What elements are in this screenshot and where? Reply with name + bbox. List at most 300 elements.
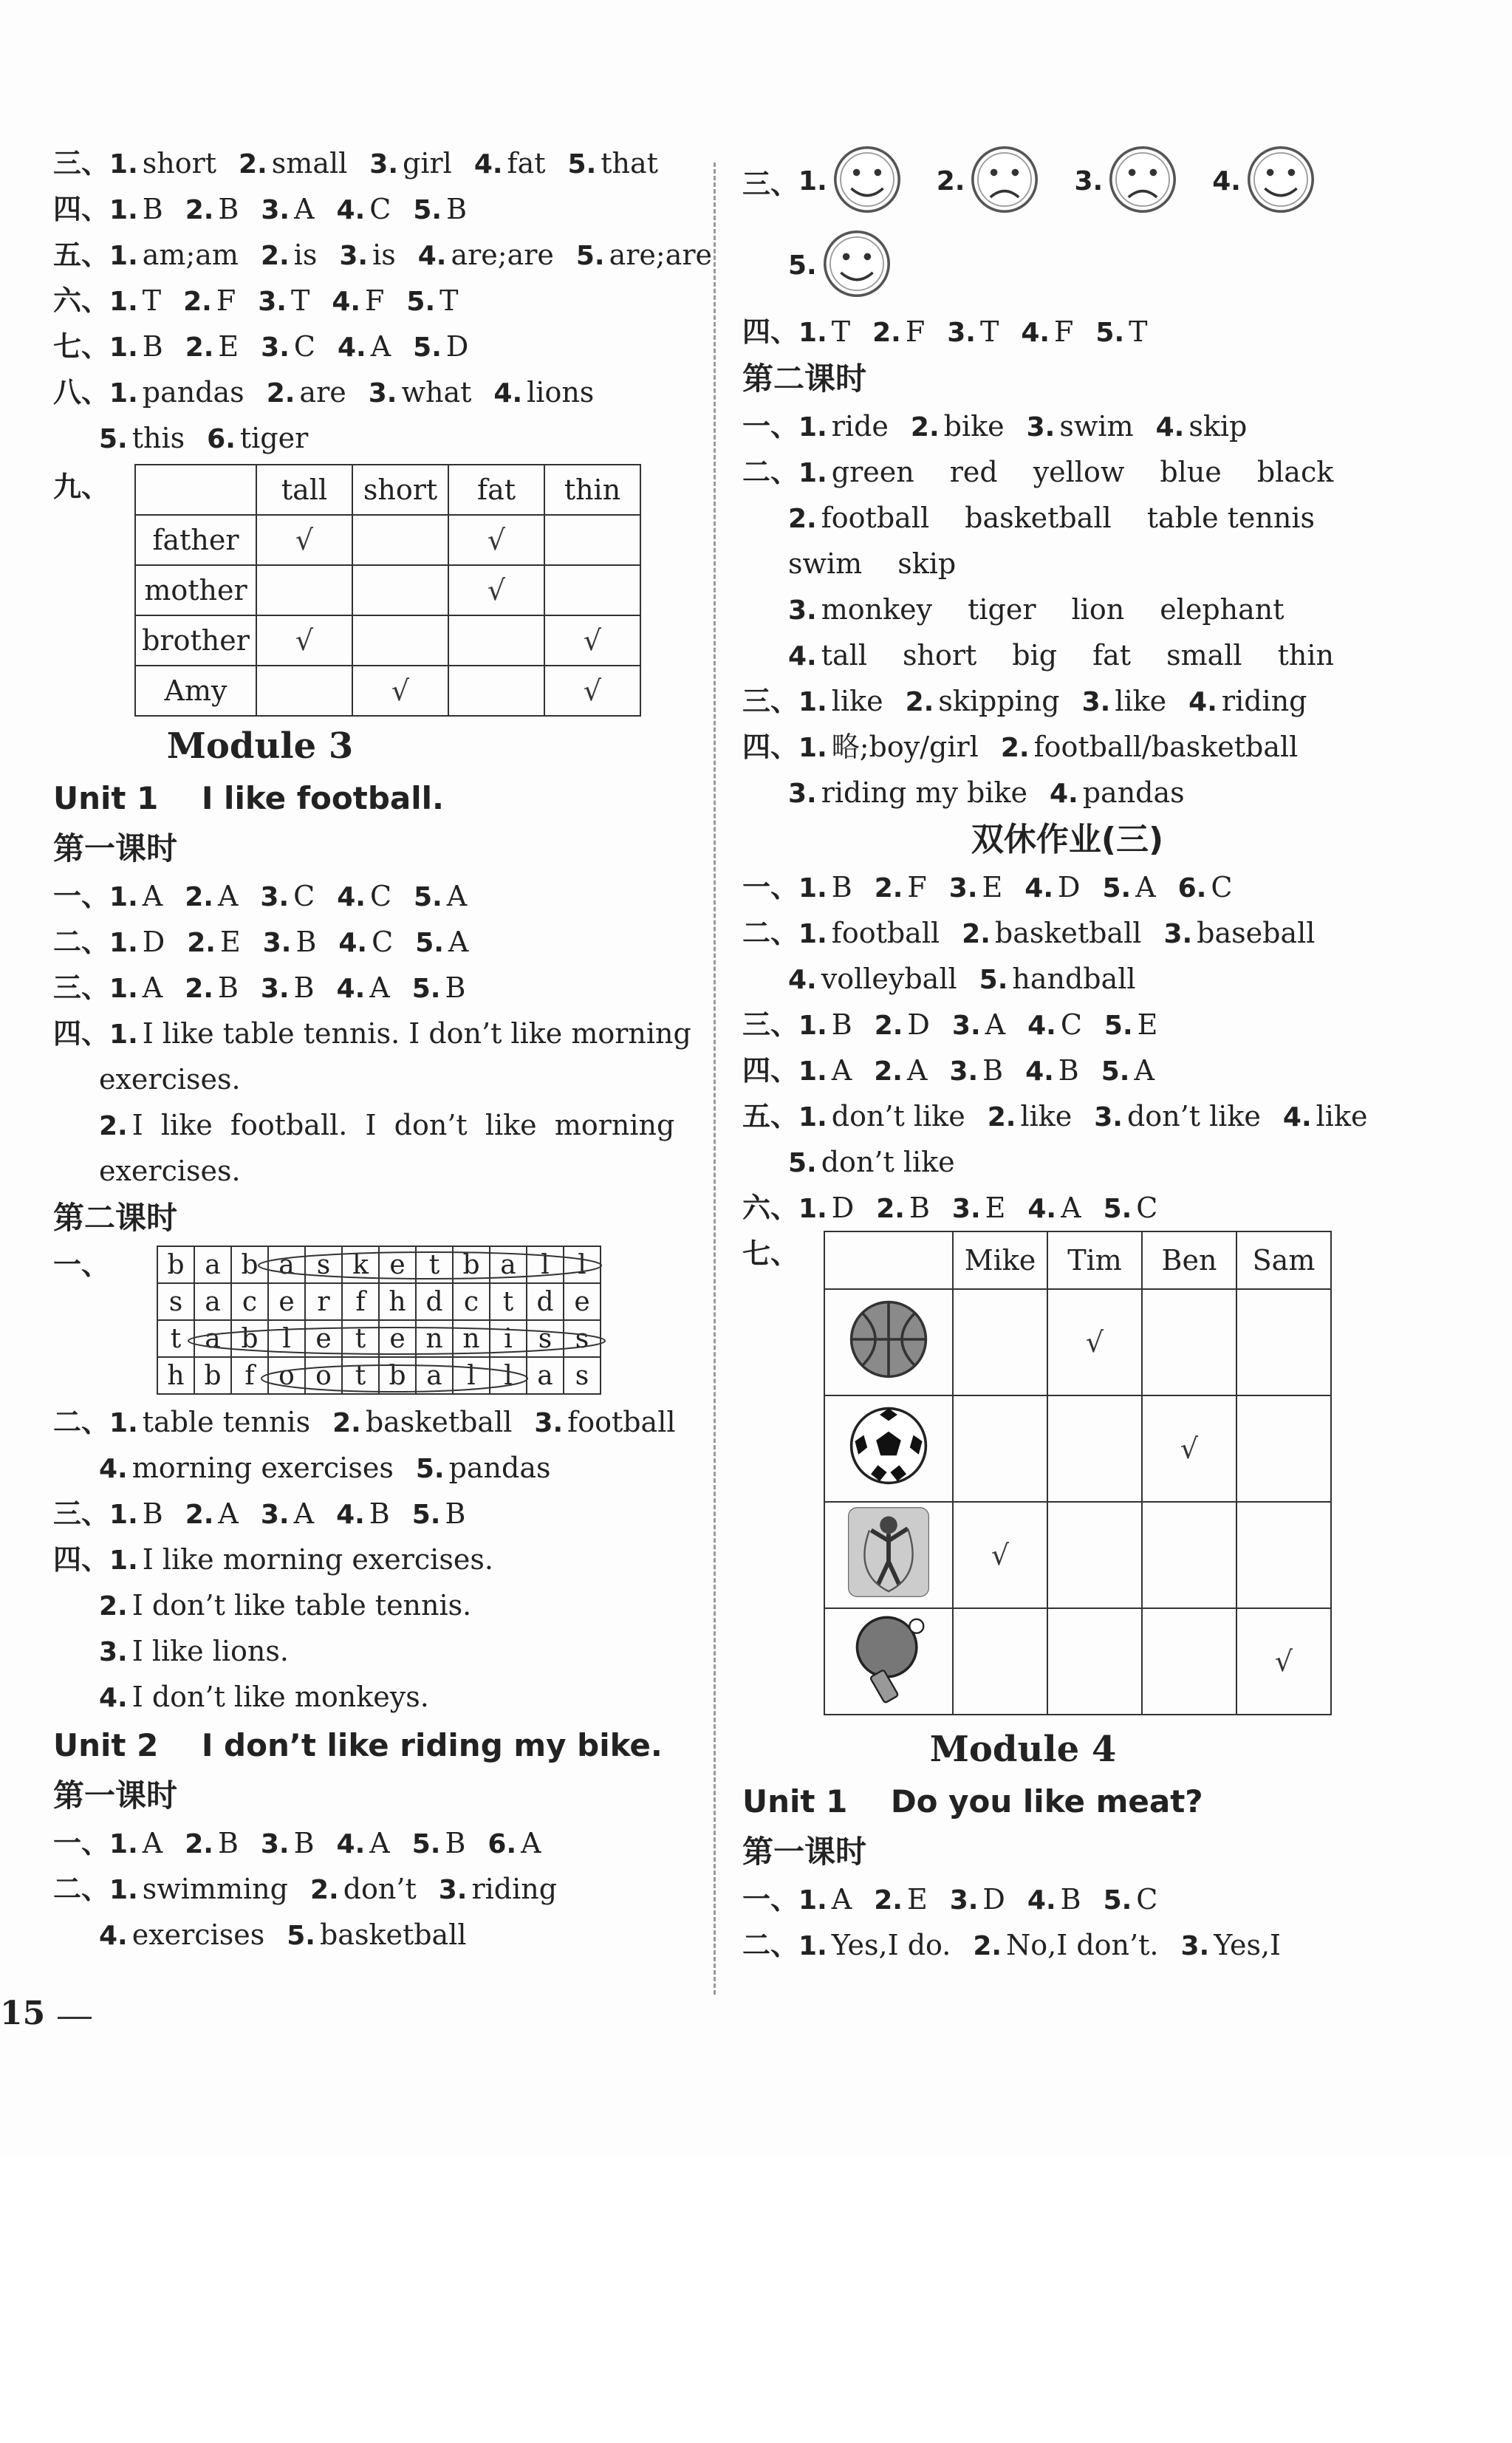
answer-text: I like football. I don’t like morning — [131, 1109, 675, 1141]
answer-text: A — [142, 880, 163, 912]
answer-text: A — [1061, 1192, 1081, 1224]
face-row — [742, 222, 1392, 309]
answer-text: A — [1135, 871, 1156, 903]
section-label: 一、 — [742, 1883, 799, 1916]
table-header: Mike — [953, 1231, 1047, 1289]
item-number: 4. — [788, 641, 817, 672]
word-search-block — [53, 1246, 703, 1395]
item-number: 4. — [336, 1829, 366, 1859]
item-number: 5. — [406, 287, 436, 317]
table-header: Sam — [1236, 1231, 1331, 1289]
check-cell — [1236, 1289, 1331, 1395]
answer-text: B — [142, 330, 163, 363]
item-number: 4. — [99, 1454, 128, 1484]
answer-word: big — [1012, 639, 1058, 672]
item-number: 5. — [415, 1454, 445, 1484]
item-number: 1. — [109, 1545, 138, 1576]
page-number-dash — [58, 2017, 92, 2019]
answer-line — [53, 1628, 703, 1674]
answer-text: A — [293, 1497, 315, 1530]
answer-text: exercises — [131, 1918, 265, 1951]
answer-text: baseball — [1197, 917, 1316, 949]
answer-text: B — [831, 1008, 852, 1041]
item-number: 4. — [1025, 1056, 1054, 1087]
item-number: 1. — [109, 287, 138, 317]
answer-line — [742, 309, 1392, 355]
grid-letter: n — [416, 1320, 453, 1357]
item-number: 3. — [339, 241, 369, 271]
answer-text: skipping — [938, 685, 1060, 717]
answer-text: B — [909, 1192, 930, 1224]
item-number: 5. — [287, 1921, 315, 1951]
item-number: 2. — [936, 165, 965, 197]
section-label: 八、 — [53, 376, 110, 409]
item-number: 3. — [260, 1829, 290, 1859]
lesson-1-title: 第一课时 — [53, 830, 178, 867]
grid-letter: a — [416, 1357, 453, 1394]
item-number: 5. — [575, 241, 605, 271]
unit-2-title: Unit 2 I don’t like riding my bike. — [53, 1727, 663, 1763]
section-label: 七、 — [53, 330, 110, 363]
item-number: 5. — [1101, 1056, 1130, 1087]
item-number: 4. — [336, 974, 366, 1004]
section-label: 三、 — [742, 1008, 799, 1041]
grid-letter: d — [416, 1283, 453, 1320]
answer-text: B — [1060, 1883, 1081, 1916]
answer-text: A — [831, 1883, 852, 1916]
item-number: 2. — [185, 195, 214, 225]
grid-letter: b — [379, 1357, 416, 1394]
answer-line — [53, 1011, 703, 1056]
grid-letter: c — [231, 1283, 268, 1320]
check-cell — [352, 615, 448, 666]
answer-text: that — [601, 147, 658, 180]
answer-text: short — [142, 147, 217, 180]
item-number: 4. — [1024, 873, 1054, 903]
grid-letter: b — [157, 1246, 194, 1283]
answer-text: are;are — [609, 239, 713, 271]
section-label: 四、 — [53, 1017, 110, 1050]
answer-word: football — [821, 502, 930, 534]
answer-text: B — [831, 871, 852, 903]
lesson-1-title: 第一课时 — [53, 1777, 178, 1814]
lesson-2-title: 第二课时 — [53, 1200, 178, 1236]
answer-word: tiger — [968, 593, 1036, 626]
answer-text: are;are — [451, 239, 554, 271]
grid-letter: t — [157, 1320, 194, 1357]
item-number: 5. — [413, 332, 442, 363]
grid-letter: c — [453, 1283, 490, 1320]
answer-text: basketball — [319, 1918, 467, 1951]
grid-letter: f — [342, 1283, 379, 1320]
answer-text: morning exercises — [131, 1452, 394, 1484]
answer-text: are — [299, 376, 346, 409]
answer-text: what — [401, 376, 472, 409]
answer-text: is — [372, 239, 396, 271]
table-header: Ben — [1142, 1231, 1236, 1289]
grid-letter: b — [231, 1320, 268, 1357]
item-number: 4. — [332, 287, 361, 317]
item-number: 1. — [109, 1019, 138, 1050]
item-number: 2. — [874, 1885, 903, 1916]
answer-text: F — [216, 284, 236, 317]
check-cell — [352, 515, 448, 565]
item-number: 3. — [949, 1885, 979, 1916]
check-cell: √ — [352, 666, 448, 716]
answer-text: like — [1115, 685, 1167, 717]
item-number: 6. — [207, 424, 236, 454]
answer-text: D — [831, 1192, 855, 1224]
answer-text: fat — [507, 147, 546, 180]
answer-text: A — [1134, 1054, 1154, 1087]
item-number: 3. — [260, 882, 290, 912]
item-number: 6. — [1177, 873, 1207, 903]
section-label: 三、 — [742, 167, 799, 200]
answer-text: A — [142, 1827, 163, 1859]
answer-text: Yes,I do. — [831, 1929, 951, 1961]
answer-text: B — [142, 193, 163, 225]
answer-text: A — [217, 880, 239, 912]
answer-line — [742, 864, 1392, 910]
answer-line — [742, 632, 1392, 678]
item-number: 3. — [261, 332, 290, 363]
item-number: 2. — [99, 1111, 128, 1141]
answer-text: I like morning exercises. — [142, 1543, 493, 1576]
answer-text: I like lions. — [131, 1635, 289, 1667]
answer-text: C — [369, 880, 392, 912]
item-number: 2. — [962, 919, 991, 949]
answer-text: football — [831, 917, 940, 949]
answer-text: ride — [831, 410, 889, 443]
item-number: 1. — [798, 1194, 827, 1224]
answer-line — [53, 873, 703, 919]
row-label: brother — [135, 615, 256, 666]
check-cell: √ — [953, 1502, 1047, 1608]
item-number: 3. — [258, 287, 287, 317]
answer-text: girl — [403, 147, 452, 180]
answer-line — [53, 1148, 703, 1194]
check-cell: √ — [544, 615, 640, 666]
check-cell — [1142, 1502, 1236, 1608]
item-number: 1. — [109, 332, 138, 363]
grid-letter: l — [490, 1357, 527, 1394]
basketball-icon — [824, 1289, 953, 1395]
item-number: 2. — [1000, 733, 1030, 763]
answer-text: B — [295, 926, 317, 958]
check-cell: √ — [448, 515, 544, 565]
check-cell: √ — [544, 666, 640, 716]
item-number: 2. — [266, 378, 295, 409]
section-label: 四、 — [742, 731, 799, 763]
answer-word: table tennis — [1146, 502, 1316, 534]
section-label: 二、 — [742, 1929, 799, 1961]
section-label: 一、 — [742, 410, 799, 443]
answer-text: B — [369, 1497, 390, 1530]
check-cell — [953, 1608, 1047, 1715]
answer-text: F — [365, 284, 385, 317]
item-number: 4. — [338, 928, 368, 958]
grid-letter: t — [416, 1246, 453, 1283]
answer-line — [53, 1582, 703, 1628]
item-number: 6. — [488, 1829, 517, 1859]
answer-text: B — [446, 193, 468, 225]
smiley-face-icon — [821, 228, 892, 302]
answer-text: D — [1058, 871, 1081, 903]
lesson-2-title: 第二课时 — [742, 361, 867, 397]
answer-line — [742, 1922, 1392, 1968]
item-number: 1. — [109, 241, 138, 271]
item-number: 4. — [1188, 687, 1217, 717]
answer-text: don’t — [343, 1873, 417, 1905]
item-number: 2. — [309, 1875, 339, 1905]
answer-line — [53, 1056, 703, 1102]
skipping-girl-icon — [824, 1502, 953, 1608]
answer-line — [742, 1048, 1392, 1093]
answer-line — [742, 1876, 1392, 1922]
answer-text: T — [1129, 315, 1148, 348]
item-number: 2. — [183, 287, 212, 317]
item-number: 2. — [185, 332, 214, 363]
item-number: 1. — [109, 882, 138, 912]
table-header: thin — [544, 465, 640, 515]
answer-word: monkey — [821, 593, 933, 626]
check-cell — [1236, 1502, 1331, 1608]
section-label: 二、 — [53, 1406, 110, 1438]
answer-line — [53, 140, 703, 186]
answer-text: T — [439, 284, 459, 317]
item-number: 1. — [109, 378, 138, 409]
grid-letter: b — [453, 1246, 490, 1283]
item-number: 5. — [414, 882, 442, 912]
answer-text: like — [831, 685, 883, 717]
item-number: 5. — [567, 149, 597, 180]
answer-text: C — [372, 926, 394, 958]
item-number: 4. — [1155, 412, 1185, 443]
item-number: 5. — [1103, 1885, 1132, 1916]
item-number: 4. — [99, 1683, 128, 1713]
answer-word: fat — [1092, 639, 1132, 672]
answer-line — [742, 770, 1392, 816]
section-label: 二、 — [53, 926, 110, 958]
grid-letter: h — [379, 1283, 416, 1320]
answer-text: A — [446, 880, 468, 912]
answer-text: A — [369, 1827, 390, 1859]
answer-text: D — [907, 1008, 930, 1041]
sports-table-block — [742, 1231, 1392, 1715]
item-number: 5. — [1104, 1011, 1133, 1041]
item-number: 5. — [788, 1148, 817, 1178]
section-label: 二、 — [742, 917, 799, 949]
check-cell — [448, 666, 544, 716]
smiley-face-icon — [832, 144, 903, 218]
section-label: 三、 — [53, 147, 110, 180]
item-number: 2. — [185, 1829, 213, 1859]
answer-text: No,I don’t. — [1006, 1929, 1159, 1961]
item-number: 4. — [336, 195, 366, 225]
answer-text: riding — [471, 1873, 558, 1905]
answer-text: Yes,I — [1214, 1929, 1282, 1961]
item-number: 3. — [534, 1408, 564, 1438]
item-number: 1. — [798, 873, 827, 903]
check-cell — [1047, 1502, 1142, 1608]
answer-text: small — [271, 147, 348, 180]
answer-line — [53, 1674, 703, 1720]
grid-letter: t — [490, 1283, 527, 1320]
unit-1-title: Unit 1 I like football. — [53, 780, 444, 816]
answer-line — [742, 1093, 1392, 1139]
word-search-wrapper — [157, 1246, 601, 1395]
answer-text: B — [1058, 1054, 1079, 1087]
item-number: 3. — [438, 1875, 468, 1905]
item-number: 1. — [798, 165, 827, 197]
item-number: 2. — [332, 1408, 361, 1438]
section-label: 六、 — [53, 284, 110, 317]
answer-text: A — [448, 926, 469, 958]
section-label: 三、 — [742, 685, 799, 717]
answer-text: A — [369, 971, 390, 1004]
answer-text: this — [131, 422, 185, 454]
check-cell: √ — [1047, 1289, 1142, 1395]
check-cell — [256, 565, 352, 615]
answer-text: E — [906, 1883, 928, 1916]
item-number: 3. — [260, 974, 290, 1004]
check-cell: √ — [448, 565, 544, 615]
answer-text: B — [445, 1827, 466, 1859]
check-cell: √ — [1142, 1395, 1236, 1502]
answer-text: F — [907, 871, 927, 903]
answer-line — [53, 186, 703, 232]
grid-letter: e — [305, 1320, 342, 1357]
answer-text: exercises. — [99, 1155, 241, 1187]
answer-text: D — [982, 1883, 1005, 1916]
section-label: 五、 — [53, 239, 110, 271]
item-number: 1. — [109, 928, 138, 958]
item-number: 5. — [979, 965, 1008, 995]
grid-letter: a — [527, 1357, 564, 1394]
item-number: 4. — [1212, 165, 1241, 197]
item-number: 2. — [239, 149, 267, 180]
answer-line — [53, 965, 703, 1011]
check-cell — [1047, 1395, 1142, 1502]
grid-letter: n — [453, 1320, 490, 1357]
item-number: 1. — [798, 412, 827, 443]
section-label: 一、 — [53, 880, 110, 912]
item-number: 1. — [109, 1875, 138, 1905]
check-cell — [1047, 1608, 1142, 1715]
answer-line — [53, 1912, 703, 1958]
grid-letter: s — [157, 1283, 194, 1320]
check-cell: √ — [1236, 1608, 1331, 1715]
answer-word: lion — [1071, 593, 1125, 626]
answer-text: A — [985, 1008, 1006, 1041]
answer-text: B — [218, 193, 239, 225]
answer-line — [53, 1102, 703, 1148]
item-number: 5. — [411, 1500, 441, 1530]
item-number: 4. — [337, 332, 366, 363]
grid-letter: l — [453, 1357, 490, 1394]
answer-text: football/basketball — [1033, 731, 1299, 763]
answer-text: basketball — [994, 917, 1142, 949]
item-number: 5. — [1095, 318, 1125, 348]
answer-word: green — [831, 456, 914, 488]
answer-line — [742, 1002, 1392, 1048]
answer-text: B — [293, 1827, 315, 1859]
answer-text: E — [1137, 1008, 1158, 1041]
answer-text: I don’t like table tennis. — [131, 1589, 472, 1622]
answer-line — [53, 1820, 703, 1866]
answer-text: riding — [1221, 685, 1307, 717]
family-size-table — [134, 464, 641, 717]
answer-text: is — [293, 239, 318, 271]
grid-letter: r — [305, 1283, 342, 1320]
answer-line — [742, 495, 1392, 541]
item-number: 2. — [905, 687, 934, 717]
item-number: 1. — [109, 195, 138, 225]
answer-line — [53, 1491, 703, 1537]
grid-letter: a — [194, 1320, 231, 1357]
answer-text: C — [293, 880, 315, 912]
section-label: 二、 — [742, 456, 799, 488]
left-column — [53, 140, 713, 1958]
item-number: 2. — [987, 1102, 1016, 1132]
item-number: 5. — [415, 928, 444, 958]
section-label: 四、 — [53, 193, 110, 225]
item-number: 3. — [1163, 919, 1193, 949]
answer-text: B — [982, 1054, 1004, 1087]
item-number: 4. — [1027, 1194, 1057, 1224]
grid-letter: l — [564, 1246, 601, 1283]
grid-letter: o — [305, 1357, 342, 1394]
answer-text: B — [445, 1497, 466, 1530]
answer-text: don’t like — [821, 1146, 955, 1178]
item-number: 5. — [788, 250, 817, 281]
item-number: 5. — [1103, 1194, 1132, 1224]
item-number: 5. — [1102, 873, 1132, 903]
answer-text: E — [218, 330, 239, 363]
answer-line — [742, 587, 1392, 632]
item-number: 4. — [473, 149, 503, 180]
answer-text: T — [290, 284, 310, 317]
answer-text: A — [218, 1497, 239, 1530]
table-header: short — [352, 465, 448, 515]
grid-letter: b — [194, 1357, 231, 1394]
answer-word: yellow — [1033, 456, 1125, 488]
sports-like-table — [824, 1231, 1332, 1715]
section-label: 四、 — [742, 315, 799, 348]
answer-line — [53, 919, 703, 965]
item-number: 4. — [1027, 1011, 1056, 1041]
weekend-homework-title: 双休作业(三) — [971, 821, 1164, 858]
item-number: 1. — [798, 1011, 827, 1041]
answer-text: 略;boy/girl — [831, 731, 979, 763]
check-cell — [544, 515, 640, 565]
answer-word: skip — [897, 547, 957, 580]
item-number: 5. — [413, 195, 442, 225]
answer-word: small — [1166, 639, 1242, 672]
item-number: 1. — [798, 458, 827, 488]
item-number: 4. — [788, 965, 817, 995]
item-number: 2. — [260, 241, 290, 271]
face-answers — [742, 140, 1392, 309]
grid-letter: d — [527, 1283, 564, 1320]
answer-text: C — [369, 193, 391, 225]
answer-text: A — [142, 971, 163, 1004]
answer-line — [53, 1537, 703, 1582]
item-number: 4. — [336, 1500, 365, 1530]
answer-line — [742, 678, 1392, 724]
answer-text: swimming — [142, 1873, 288, 1905]
item-number: 4. — [99, 1921, 128, 1951]
